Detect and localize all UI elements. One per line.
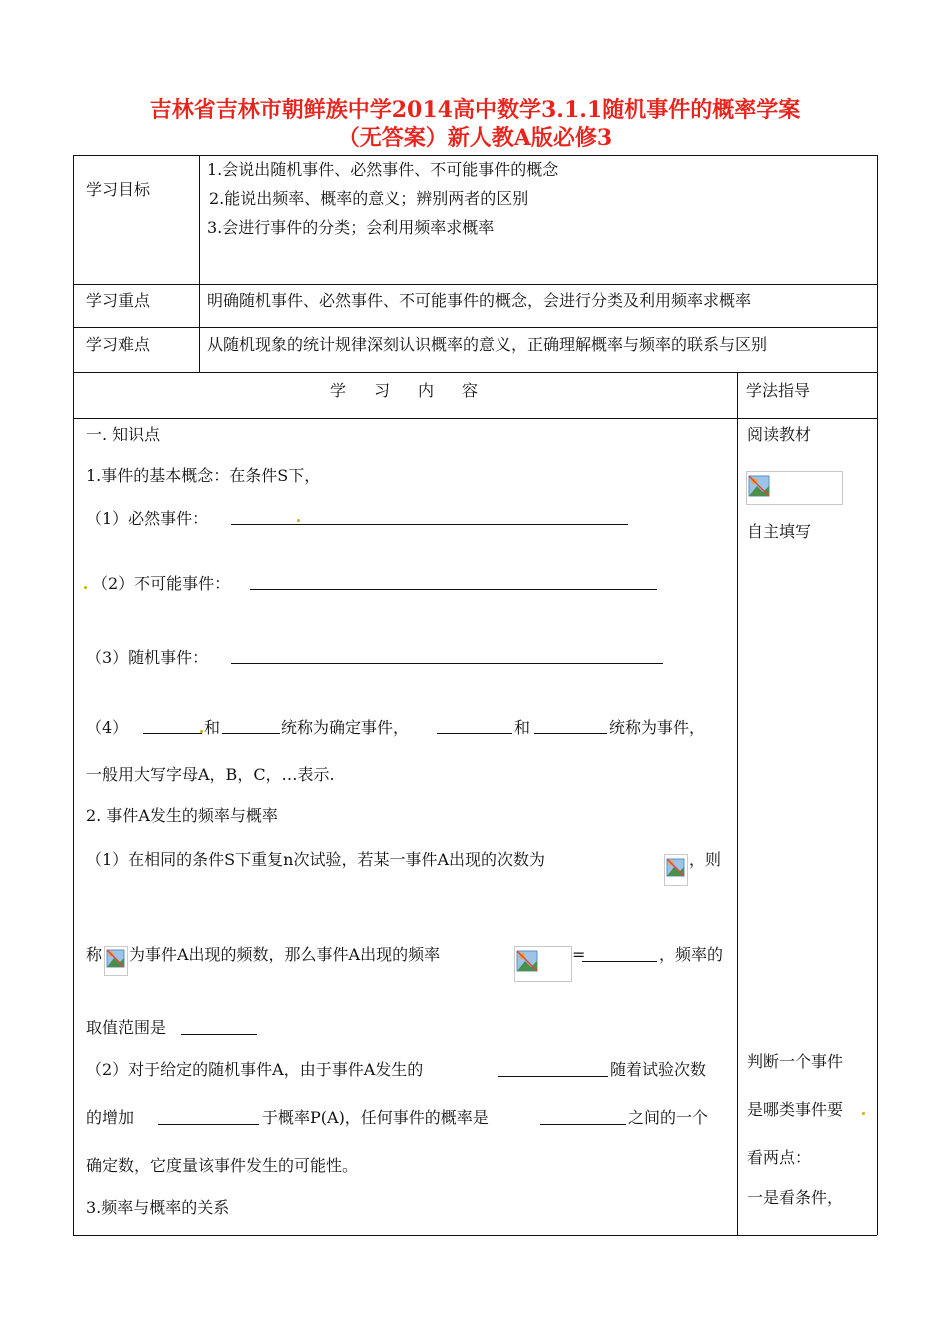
q2-label: （2）不可能事件： [92,574,231,593]
guide-fill: 自主填写 [747,522,812,541]
q4-event-text: 统称为事件， [609,718,706,737]
p2-blank-1[interactable] [498,1076,608,1077]
q4-and-1: 和 [204,718,221,737]
q4-note: 一般用大写字母A，B，C，…表示. [86,765,335,784]
section-3-heading: 3.频率与概率的关系 [86,1198,230,1217]
formula-m-image-2 [104,946,128,976]
document-title-line2: （无答案）新人教A版必修3 [337,125,613,151]
guide-image [746,471,843,505]
goals-label: 学习目标 [86,180,151,199]
document-title-line1: 吉林省吉林市朝鲜族中学2014高中数学3.1.1随机事件的概率学案 [149,97,801,123]
p2-blank-2[interactable] [158,1124,259,1125]
focus-text: 明确随机事件、必然事件、不可能事件的概念，会进行分类及利用频率求概率 [207,291,752,310]
q4-blank-2[interactable] [222,733,280,734]
guide-header: 学法指导 [746,381,811,400]
q1-label: （1）必然事件： [86,509,209,528]
p2-blank-3[interactable] [540,1124,626,1125]
guide-type: 是哪类事件要 [747,1100,844,1119]
q4-blank-3[interactable] [437,733,512,734]
focus-label: 学习重点 [86,291,151,310]
broken-image-icon [515,947,545,977]
goal-item-1: 1.会说出随机事件、必然事件、不可能事件的概念 [207,160,559,179]
p1-text-a: （1）在相同的条件S下重复n次试验，若某一事件A出现的次数为 [86,850,546,869]
item-1-text: 1.事件的基本概念：在条件S下， [86,466,321,485]
p1-equals: = [572,945,586,964]
p1-range-label: 取值范围是 [86,1018,167,1037]
guide-condition: 一是看条件， [747,1188,844,1207]
difficulty-label: 学习难点 [86,335,151,354]
section-2-heading: 2. 事件A发生的频率与概率 [86,806,278,825]
p2-text-f: 确定数，它度量该事件发生的可能性。 [86,1156,359,1175]
q2-blank[interactable] [250,589,657,590]
p1-text-f: ，频率的 [659,945,724,964]
q3-blank[interactable] [231,663,663,664]
guide-read: 阅读教材 [747,425,812,444]
q4-determined-text: 统称为确定事件， [281,718,410,737]
p2-text-a: （2）对于给定的随机事件A，由于事件A发生的 [86,1060,424,1079]
formula-m-image [664,854,688,886]
goal-item-3: 3.会进行事件的分类；会利用频率求概率 [207,218,495,237]
frequency-blank[interactable] [582,961,657,962]
broken-image-icon [665,855,687,885]
guide-judge: 判断一个事件 [747,1052,844,1071]
broken-image-icon [105,947,127,975]
formula-frequency-image [514,946,572,982]
guide-two-points: 看两点： [747,1148,812,1167]
p1-text-b: ，则 [689,850,722,869]
p1-text-c: 称 [86,945,103,964]
p1-text-d: 为事件A出现的频数，那么事件A出现的频率 [129,945,441,964]
p2-text-b: 随着试验次数 [610,1060,707,1079]
section-1-heading: 一. 知识点 [86,425,161,444]
goal-item-2: 2.能说出频率、概率的意义；辨别两者的区别 [209,189,529,208]
q3-label: （3）随机事件： [86,648,209,667]
q4-blank-4[interactable] [534,733,607,734]
q4-and-2: 和 [514,718,531,737]
broken-image-icon [747,472,773,500]
p2-text-c: 的增加 [86,1108,135,1127]
p2-text-e: 之间的一个 [628,1108,709,1127]
q4-blank-1[interactable] [143,733,202,734]
difficulty-text: 从随机现象的统计规律深刻认识概率的意义，正确理解概率与频率的联系与区别 [207,335,768,354]
content-header: 学习内容 [330,381,507,400]
q4-label: （4） [86,718,129,737]
p2-text-d: 于概率P(A)，任何事件的概率是 [262,1108,489,1127]
q1-blank[interactable] [231,524,628,525]
range-blank[interactable] [181,1034,257,1035]
